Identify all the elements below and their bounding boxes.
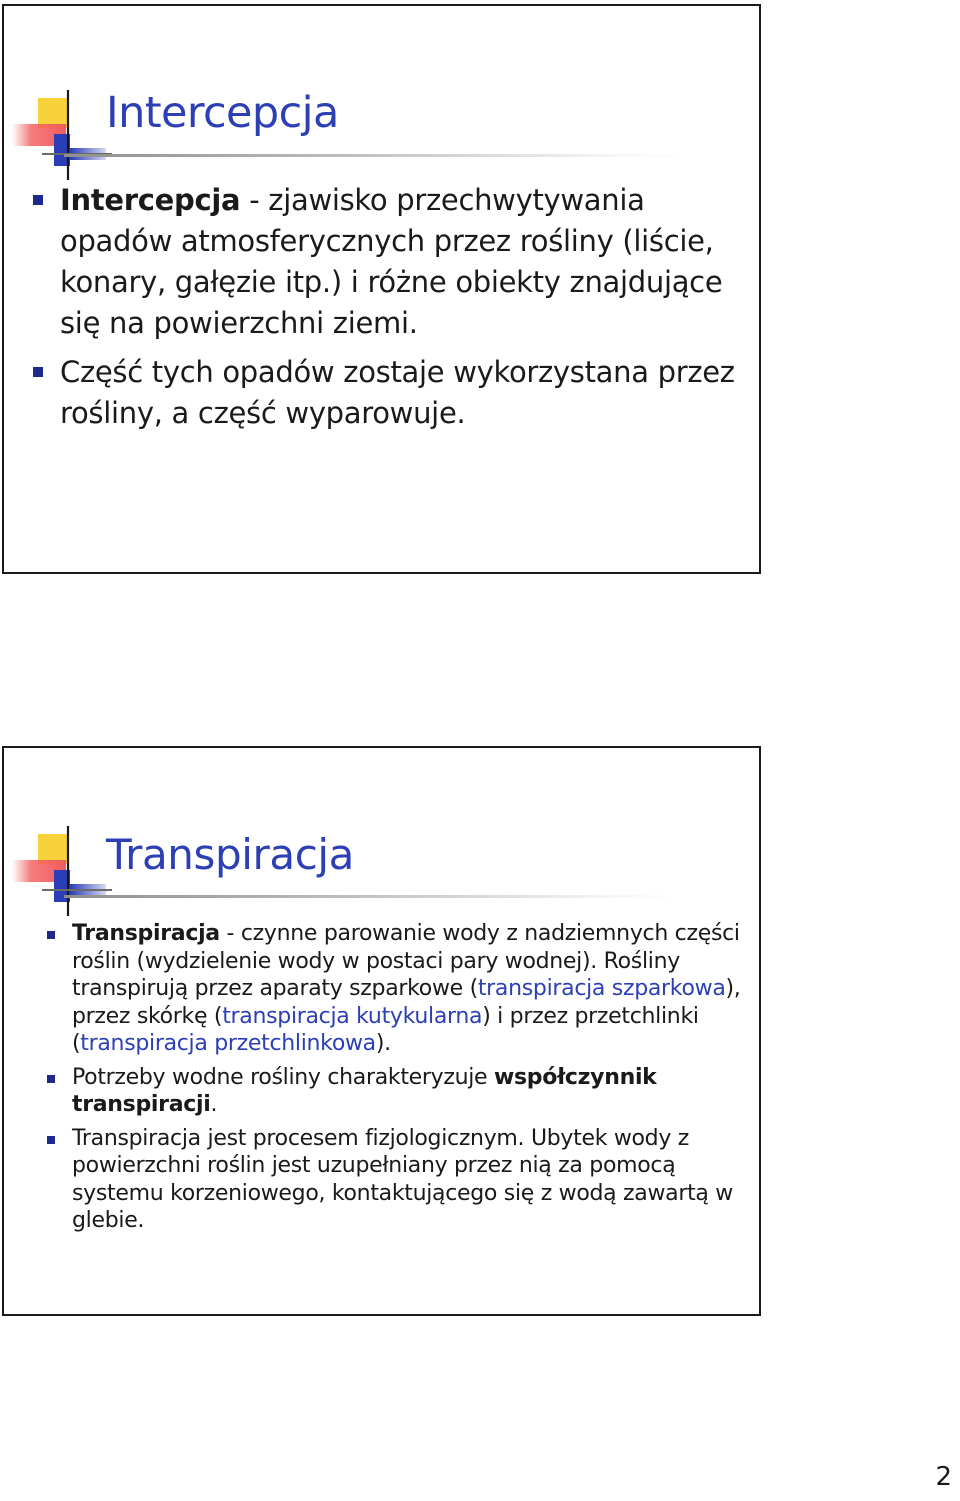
bullet-square-icon [47,1075,55,1083]
term-highlight: transpiracja szparkowa [477,976,726,1001]
list-item [60,352,760,434]
title-underline [64,895,684,898]
bullet-text: . [210,1092,218,1117]
list-item [72,920,752,1058]
term-highlight: transpiracja przetchlinkowa [80,1031,376,1056]
bullet-text: ), przez skórkę ( [72,976,741,1029]
bullet-square-icon [33,367,43,377]
bullet-text: - czynne parowanie wody z nadziemnych części roślin (wydzielenie wody w postaci pary wodnej). Rośliny transpirują przez aparaty szparkowe ( [72,921,740,1001]
list-item [60,180,760,344]
slide-logo-icon [12,826,112,916]
bullet-text: ) i przez przetchlinki ( [72,1003,699,1056]
slide-logo-icon [12,90,112,180]
title-underline [64,154,684,157]
bullet-list [72,920,752,1241]
list-item [72,1125,752,1235]
bullet-text: Część tych opadów zostaje wykorzystana przez rośliny, a część wyparowuje. [60,355,735,430]
page-number: 2 [935,1462,952,1492]
slide-title: Intercepcja [106,88,339,138]
slide-transpiracja [2,746,761,1316]
bullet-text: - zjawisko przechwytywania opadów atmosferycznych przez rośliny (liście, konary, gałęzie itp.) i różne obiekty znajdujące się na powierzchni ziemi. [60,183,723,340]
list-item [72,1064,752,1119]
bullet-text: Transpiracja jest procesem fizjologicznym. Ubytek wody z powierzchni roślin jest uzupełniany przez nią za pomocą systemu korzeniowego, kontaktującego się z wodą zawartą w glebie. [72,1125,733,1233]
bullet-square-icon [33,195,43,205]
bullet-text: ). [375,1031,391,1056]
slide-title: Transpiracja [106,830,355,879]
bullet-bold-term: Transpiracja [72,921,220,946]
slide-intercepcja [2,4,761,574]
bullet-square-icon [47,1136,55,1144]
bullet-bold-term: współczynnik transpiracji [72,1064,657,1117]
bullet-text: Potrzeby wodne rośliny charakteryzuje [72,1064,494,1090]
bullet-list [60,180,760,442]
bullet-bold-term: Intercepcja [60,183,241,217]
bullet-square-icon [47,931,55,939]
term-highlight: transpiracja kutykularna [222,1003,483,1029]
